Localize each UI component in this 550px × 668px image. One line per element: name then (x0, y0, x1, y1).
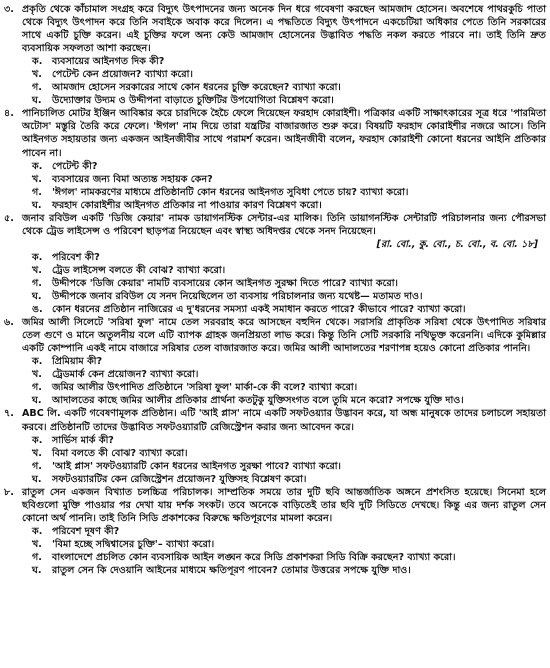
sub-question-text: রাতুল সেন কি দেওয়ানি আইনের মাধ্যমে ক্ষতিপূরণ পাবেন? তোমার উত্তরের সপক্ষে যুক্তি দাও। (52, 565, 411, 577)
sub-question-text: আমজাদ হোসেন সরকারের সাথে কোন ধরনের চুক্তি করেছেন? ব্যাখ্যা করো। (52, 82, 341, 94)
sub-question (32, 460, 546, 473)
sub-question-text: ট্রেডমার্ক কেন প্রয়োজন? ব্যাখ্যা করো। (52, 369, 199, 381)
sub-question-label: ঘ. (32, 291, 42, 303)
sub-question-label: খ. (32, 447, 42, 459)
sub-question-label: গ. (32, 186, 42, 198)
question-number: ৭. (4, 408, 14, 420)
sub-question (32, 381, 546, 394)
question-stem: পানিচালিত মোটর ইঞ্জিন আবিষ্কার করে চারদিকে হৈচৈ ফেলে দিয়েছেন ফরহাদ কোরাইশী। পত্রিকার একটি সাক্ষাৎকারের সূত্র ধরে 'পারমিতা অটোস' মস্তুরি তৈরি করে ফেলে। 'ঈগল' নাম দিয়ে তারা যন্ত্রটির বাজারজাত শুরু করে। বিষয়টি ফরহাদ কোরাইশীর নজরে আসে। তিনি আইনগত সহায়তার জন্য একজন আইনজীবীর সাথে পরামর্শ করেন। আইনজীবী বলেন, ফরহাদ কোরাইশী কোনো ধরনের আইনি প্রতিকার পাবেন না। (22, 108, 546, 159)
question-8 (4, 486, 546, 577)
question-3 (4, 3, 546, 107)
question-body (22, 212, 546, 316)
sub-question-text: সফটওয়্যারটির কেন রেজিস্ট্রেশন প্রয়োজন? যুক্তিসহ বিশ্লেষণ করো। (52, 473, 307, 485)
question-stem: ABC লি. একটি গবেষণামূলক প্রতিষ্ঠান। এটি 'আই প্লাস' নামে একটি সফটওয়্যার উদ্ভাবন করে, যা অন্ধ মানুষকে তাদের চলাচলে সহায়তা করবে। প্রতিষ্ঠানটি তাদের উদ্ভাবিত সফটওয়্যারটি রেজিস্ট্রেশন করার জন্য আবেদন করে। (22, 408, 546, 433)
sub-question-label: ক. (32, 525, 43, 537)
sub-question-label: গ. (32, 551, 42, 563)
sub-question (32, 277, 546, 290)
question-number: ৬. (4, 317, 14, 329)
sub-question-label: খ. (32, 264, 42, 276)
sub-question-label: ক. (32, 434, 43, 446)
sub-question (32, 303, 546, 316)
sub-question (32, 525, 546, 538)
sub-question (32, 564, 546, 577)
question-number: ৩. (4, 4, 14, 15)
sub-question-list (22, 434, 546, 486)
sub-question (32, 81, 546, 94)
question-number: ৫. (4, 212, 14, 224)
sub-question (32, 290, 546, 303)
question-body (22, 3, 546, 107)
sub-question-label: ক. (32, 251, 43, 263)
sub-question-label: গ. (32, 460, 42, 472)
sub-question-text: ফরহাদ কোরাইশীর আইনগত প্রতিকার না পাওয়ার কারণ বিশ্লেষণ করো। (52, 199, 322, 211)
question-body (22, 316, 546, 407)
question-number: ৮. (4, 486, 14, 498)
sub-question-text: 'বিমা হচ্ছে সদ্বিশ্বাসের চুক্তি'– ব্যাখ্যা করো। (52, 538, 215, 550)
sub-question-text: ব্যবসায়ের জন্য বিমা অত্যন্ত সহায়ক কেন? (52, 173, 213, 185)
sub-question-text: কোন ধরনের প্রতিষ্ঠান নাজিরের এ দু'ধরনের সমস্যা একই সমাধান করতে পারে? কীভাবে পারে? ব্যাখ্যা করো। (52, 304, 466, 316)
sub-question (32, 68, 546, 81)
sub-question-text: বাংলাদেশে প্রচলিত কোন ব্যবসায়িক আইন লঙ্ঘন করে সিডি প্রকাশকরা সিডি বিক্রি করছেন? ব্যাখ্যা করো। (52, 551, 456, 563)
sub-question-text: পেটেন্ট কী? (52, 160, 98, 172)
sub-question (32, 355, 546, 368)
sub-question-label: খ. (32, 369, 42, 381)
sub-question-text: পেটেন্ট কেন প্রয়োজন? ব্যাখ্যা করো। (52, 69, 193, 81)
sub-question-text: আদালতের কাছে জমির আলীর প্রতিকার প্রার্থনা কতটুকু যুক্তিসংগত বলে তুমি মনে করো? সপক্ষে যুক্তি দাও। (52, 395, 464, 407)
question-4 (4, 107, 546, 211)
question-stem: জনাব রবিউল একটি 'ডিজি কেয়ার' নামক ডায়াগনস্টিক সেন্টার-এর মালিক। তিনি ডায়াগনস্টিক সেন্টারটি পরিচালনার জন্য পৌরসভা থেকে ট্রেড লাইসেন্স ও পরিবেশ ছাড়পত্র নিয়েছেন এবং স্বাস্থ্য অধিদপ্তর থেকে সনদ নিয়েছেন। (22, 212, 546, 237)
question-body (22, 107, 546, 211)
sub-question (32, 264, 546, 277)
sub-question-text: 'ঈগল' নামকরণের মাধ্যমে প্রতিষ্ঠানটি কোন ধরনের আইনগত সুবিধা পেতে চায়? ব্যাখ্যা করো। (52, 186, 409, 198)
sub-question-text: ব্যবসায়ের আইনগত দিক কী? (52, 56, 165, 68)
sub-question (32, 434, 546, 447)
sub-question-label: ঘ. (32, 473, 42, 485)
sub-question-list (22, 251, 546, 316)
question-stem: রাতুল সেন একজন বিখ্যাত চলচ্চিত্র পরিচালক। সাম্প্রতিক সময়ে তার দুটি ছবি আন্তর্জাতিক অঙ্গনে প্রশংসিত হয়েছে। সিনেমা হলে ছবিগুলো মুক্তি পাওয়ার পর দেখা যায় দর্শক সংকট। তবে অনেকে বাড়িতেই তার ছবি দুটি সিডিতে দেখছে। কিন্তু এর জন্য রাতুল সেন কোনো অর্থ পাননি। তাই তিনি সিডি প্রকাশকের বিরুদ্ধে ক্ষতিপূরণের মামলা করেন। (22, 486, 546, 524)
sub-question-text: প্রিমিয়াম কী? (52, 356, 103, 368)
sub-question (32, 94, 546, 107)
sub-question-list (22, 160, 546, 212)
sub-question-label: ঘ. (32, 565, 42, 577)
sub-question (32, 160, 546, 173)
sub-question (32, 186, 546, 199)
question-body (22, 407, 546, 485)
sub-question-label: ঘ. (32, 199, 42, 211)
sub-question-label: গ. (32, 382, 42, 394)
sub-question-text: উদ্দীপকে 'ডিজি কেয়ার' নামটি ব্যবসায়ের কোন আইনগত সুরক্ষা দিতে পারে? ব্যাখ্যা করো। (52, 277, 398, 289)
sub-question (32, 538, 546, 551)
question-5 (4, 212, 546, 316)
sub-question-list (22, 55, 546, 107)
sub-question (32, 394, 546, 407)
question-body (22, 486, 546, 577)
sub-question-list (22, 525, 546, 577)
question-number: ৪. (4, 108, 14, 120)
sub-question-text: উদ্দীপকে জনাব রবিউল যে সনদ নিয়েছিলেন তা ব্যবসায় পরিচালনার জন্য যথেষ্ট— মতামত দাও। (52, 291, 423, 303)
sub-question (32, 368, 546, 381)
question-6 (4, 316, 546, 407)
sub-question-label: গ. (32, 82, 42, 94)
sub-question-list (22, 355, 546, 407)
sub-question-label: ক. (32, 356, 43, 368)
question-stem: জমির আলী সিলেটে 'সরিষা ফুল' নামে তেল সরবরাহ করে আসছেন বহুদিন থেকে। সরাসরি প্রাকৃতিক সরিষা থেকে উৎপাদিত সরিষার তেল গুণে ও মানে অতুলনীয় বলে এটি ব্যাপক গ্রাহক জনপ্রিয়তা লাভ করে। কিন্তু তিনি সেটি সরকারি নথিভুক্ত করেননি। এদিকে কুমিল্লার একটি কোম্পানি একই নামে বাজারে সরিষার তেল বাজারজাত করে। জমির আলী আদালতের শরণাপন্ন হয়েও কোনো প্রতিকার পাননি। (22, 317, 546, 355)
sub-question-text: পরিবেশ কী? (52, 251, 100, 263)
sub-question-text: ট্রেড লাইসেন্স বলতে কী বোঝ? ব্যাখ্যা করো। (52, 264, 226, 276)
sub-question-label: গ. (32, 277, 42, 289)
sub-question (32, 551, 546, 564)
sub-question (32, 473, 546, 486)
sub-question-label: ঘ. (32, 95, 42, 107)
sub-question-text: জমির আলীর উৎপাদিত প্রতিষ্ঠানে 'সরিষা ফুল' মার্কা-কে কী বলে? ব্যাখ্যা করো। (52, 382, 358, 394)
sub-question (32, 199, 546, 212)
sub-question (32, 251, 546, 264)
sub-question-text: 'আই প্লাস' সফটওয়্যারটি কোন ধরনের আইনগত সুরক্ষা পাবে? ব্যাখ্যা করো। (52, 460, 341, 472)
board-source-citation: [রা. বো., কু. বো., চ. বো., ব. বো. ১৮] (376, 238, 538, 250)
question-7 (4, 407, 546, 485)
sub-question (32, 55, 546, 68)
sub-question-text: পরিবেশ দূষণ কী? (52, 525, 120, 537)
sub-question-text: উদ্যোক্তার উদ্যম ও উদ্দীপনা বাড়াতে চুক্তিটির উপযোগিতা বিশ্লেষণ করো। (52, 95, 334, 107)
sub-question-text: বিমা বলতে কী বোঝ? ব্যাখ্যা করো। (52, 447, 188, 459)
sub-question-label: ঙ. (32, 304, 43, 316)
sub-question-label: ক. (32, 160, 43, 172)
sub-question-label: খ. (32, 173, 42, 185)
sub-question-label: ক. (32, 56, 43, 68)
sub-question-label: ঘ. (32, 395, 42, 407)
sub-question (32, 447, 546, 460)
sub-question-label: খ. (32, 69, 42, 81)
sub-question (32, 173, 546, 186)
question-stem: প্রকৃতি থেকে কাঁচামাল সংগ্রহ করে বিদ্যুৎ উৎপাদনের জন্য অনেক দিন ধরে গবেষণা করছেন আমজাদ হোসেন। অবশেষে পাথরকুচি পাতা থেকে বিদ্যুৎ উৎপাদন করে তিনি সবাইকে অবাক করে দিলেন। এ পদ্ধতিতে বিদ্যুৎ উৎপাদনে একচেটিয়া অধিকার পেতে তিনি সরকারের সাথে একটি চুক্তি করেন। এই চুক্তির ফলে অন্য কেউ আমজাদ হোসেনের উদ্ভাবিত পদ্ধতি নকল করতে পারবে না। তাই তিনি দ্রুত ব্যবসায়িক সফলতা আশা করছেন। (22, 4, 546, 55)
sub-question-text: সার্ভিস মার্ক কী? (52, 434, 114, 446)
sub-question-label: খ. (32, 538, 42, 550)
